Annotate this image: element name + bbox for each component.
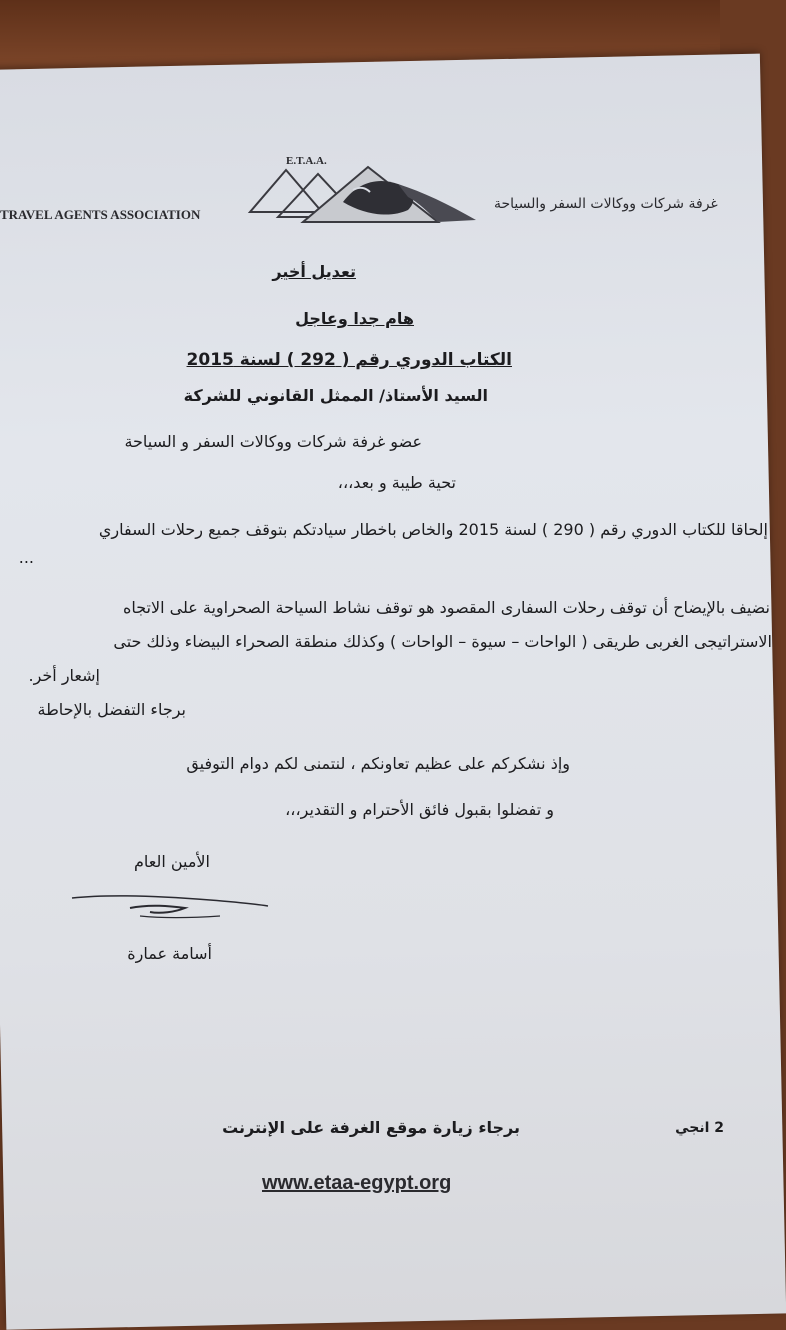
- letterhead-english-name: TRAVEL AGENTS ASSOCIATION: [0, 207, 201, 222]
- pyramids-logo-icon: [248, 162, 480, 232]
- recipient-line-2: عضو غرفة شركات ووكالات السفر و السياحة: [124, 432, 422, 451]
- greeting: تحية طيبة و بعد،،،: [337, 473, 456, 492]
- letterhead-arabic-name: غرفة شركات ووكالات السفر والسياحة: [494, 196, 718, 212]
- page-edge-fragment: 2 انجي: [675, 1120, 724, 1136]
- closing-line: و تفضلوا بقبول فائق الأحترام و التقدير،،،: [285, 800, 554, 819]
- paragraph-2-line-3: إشعار أخر.: [28, 666, 100, 685]
- paragraph-1-line-2: ...: [18, 548, 34, 567]
- paragraph-1-line-1: إلحاقا للكتاب الدوري رقم ( 290 ) لسنة 2015 والخاص باخطار سيادتكم بتوقف جميع رحلات السفاري: [98, 520, 768, 539]
- website-prompt: برجاء زيارة موقع الغرفة على الإنترنت: [222, 1118, 520, 1137]
- signatory-title: الأمين العام: [133, 852, 210, 871]
- paragraph-2-line-1: نضيف بالإيضاح أن توقف رحلات السفارى المقصود هو توقف نشاط السياحة الصحراوية على الاتجاه: [122, 598, 770, 617]
- paragraph-2-line-2: الاستراتيجى الغربى طريقى ( الواحات – سيوة – الواحات ) وكذلك منطقة الصحراء البيضاء وذلك حتى: [113, 632, 772, 651]
- handwritten-signature-icon: [70, 888, 270, 928]
- website-link[interactable]: www.etaa-egypt.org: [262, 1172, 452, 1194]
- letterhead-abbreviation: E.T.A.A.: [286, 155, 327, 167]
- recipient-line-1: السيد الأستاذ/ الممثل القانوني للشركة: [183, 386, 488, 405]
- circular-title: الكتاب الدوري رقم ( 292 ) لسنة 2015: [186, 350, 512, 370]
- revision-heading: تعديل أخير: [272, 262, 356, 281]
- signatory-name: أسامة عمارة: [127, 944, 212, 963]
- request-line: برجاء التفضل بالإحاطة: [37, 700, 186, 719]
- letter-paper: [0, 54, 786, 1330]
- urgent-heading: هام جدا وعاجل: [295, 309, 414, 328]
- thanks-line: وإذ نشكركم على عظيم تعاونكم ، لنتمنى لكم دوام التوفيق: [186, 754, 570, 773]
